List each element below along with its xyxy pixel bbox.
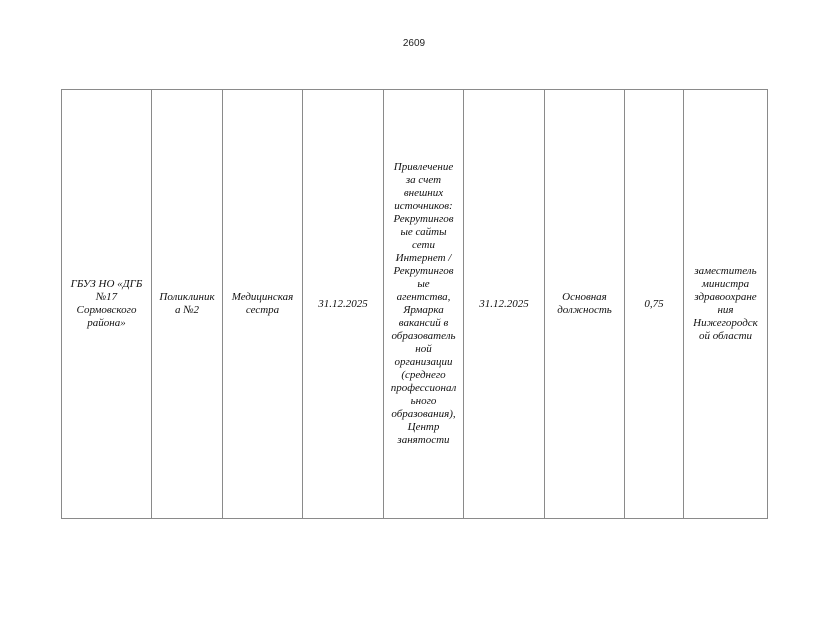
table-row bbox=[62, 90, 768, 519]
organization-cell: ГБУЗ НО «ДГБ №17 Сормовского района» bbox=[62, 90, 152, 519]
sources-cell: Привлечение за счет внешних источников: Рекрутингов ые сайты сети Интернет / Рекрутингов ые агентства, Ярмарка вакансий в образователь ной организации (среднего профессионал ьного образования), Центр занятости bbox=[384, 90, 464, 519]
responsible-cell: заместитель министра здравоохране ния Нижегородск ой области bbox=[684, 90, 768, 519]
department-cell: Поликлиник а №2 bbox=[152, 90, 223, 519]
date-cell: 31.12.2025 bbox=[303, 90, 384, 519]
rate-cell: 0,75 bbox=[625, 90, 684, 519]
document-table bbox=[61, 89, 768, 519]
page-number: 2609 bbox=[402, 38, 426, 49]
employment-type-cell: Основная должность bbox=[545, 90, 625, 519]
position-cell: Медицинская сестра bbox=[223, 90, 303, 519]
date-cell: 31.12.2025 bbox=[464, 90, 545, 519]
